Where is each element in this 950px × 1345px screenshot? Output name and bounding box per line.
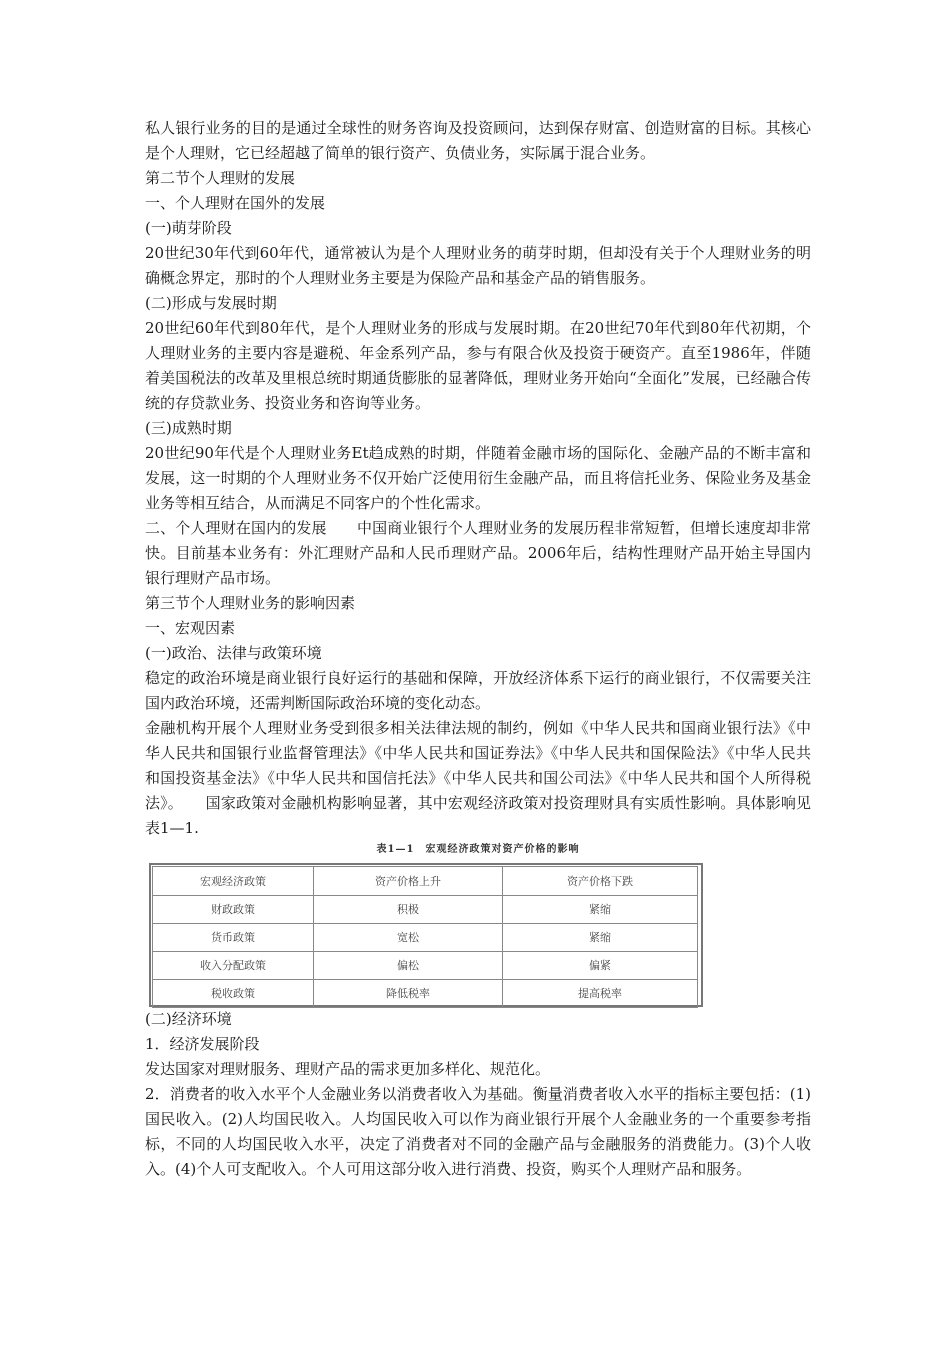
paragraph: 金融机构开展个人理财业务受到很多相关法律法规的制约，例如《中华人民共和国商业银行法》《中华人民共和国银行业监督管理法》《中华人民共和国证券法》《中华人民共和国保险法》《中华人民共和国投资基金法》《中华人民共和国信托法》《中华人民共和国公司法》《中华人民共和国个人所得税法》。 国家政策对金融机构影响显著，其中宏观经济政策对投资理财具有实质性影响。具体影响见表1—1. <box>145 719 811 837</box>
table-cell: 紧缩 <box>503 896 698 924</box>
table-header-cell: 宏观经济政策 <box>153 867 314 896</box>
table-cell: 紧缩 <box>503 924 698 952</box>
paragraph: 20世纪90年代是个人理财业务Et趋成熟的时期，伴随着金融市场的国际化、金融产品的不断丰富和发展，这一时期的个人理财业务不仅开始广泛使用衍生金融产品，而且将信托业务、保险业务及基金业务等相互结合，从而满足不同客户的个性化需求。 <box>145 444 811 512</box>
table-row <box>153 980 698 1008</box>
document-page <box>145 116 811 1182</box>
paragraph: 稳定的政治环境是商业银行良好运行的基础和保障，开放经济体系下运行的商业银行，不仅需要关注国内政治环境，还需判断国际政治环境的变化动态。 <box>145 669 811 712</box>
subsection-heading: 一、个人理财在国外的发展 <box>145 194 326 212</box>
subsection-heading: (二)形成与发展时期 <box>145 294 277 312</box>
paragraph: 20世纪30年代到60年代，通常被认为是个人理财业务的萌芽时期，但却没有关于个人理财业务的明确概念界定，那时的个人理财业务主要是为保险产品和基金产品的销售服务。 <box>145 244 811 287</box>
table-caption: 表1—1 宏观经济政策对资产价格的影响 <box>376 844 580 855</box>
paragraph: 发达国家对理财服务、理财产品的需求更加多样化、规范化。 <box>145 1060 551 1078</box>
table-cell: 货币政策 <box>153 924 314 952</box>
table-row <box>153 896 698 924</box>
table-row <box>153 952 698 980</box>
paragraph: 2．消费者的收入水平个人金融业务以消费者收入为基础。衡量消费者收入水平的指标主要包括：(1)国民收入。(2)人均国民收入。人均国民收入可以作为商业银行开展个人金融业务的一个重要参考指标，不同的人均国民收入水平，决定了消费者对不同的金融产品与金融服务的消费能力。(3)个人收入。(4)个人可支配收入。个人可用这部分收入进行消费、投资，购买个人理财产品和服务。 <box>145 1085 811 1178</box>
macro-policy-table <box>152 866 698 1008</box>
paragraph: 二、个人理财在国内的发展 中国商业银行个人理财业务的发展历程非常短暂，但增长速度却非常快。目前基本业务有：外汇理财产品和人民币理财产品。2006年后，结构性理财产品开始主导国内银行理财产品市场。 <box>145 519 811 587</box>
table-cell: 积极 <box>314 896 503 924</box>
macro-policy-table-container <box>149 863 703 1007</box>
table-header-cell: 资产价格上升 <box>314 867 503 896</box>
subsection-heading: (一)萌芽阶段 <box>145 219 232 237</box>
section-heading: 第三节个人理财业务的影响因素 <box>145 594 356 612</box>
table-header-row <box>153 867 698 896</box>
subsection-heading: (一)政治、法律与政策环境 <box>145 644 322 662</box>
table-header-cell: 资产价格下跌 <box>503 867 698 896</box>
table-cell: 提高税率 <box>503 980 698 1008</box>
table-cell: 偏紧 <box>503 952 698 980</box>
paragraph: 私人银行业务的目的是通过全球性的财务咨询及投资顾问，达到保存财富、创造财富的目标。其核心是个人理财，它已经超越了简单的银行资产、负债业务，实际属于混合业务。 <box>145 119 811 162</box>
table-cell: 宽松 <box>314 924 503 952</box>
table-cell: 降低税率 <box>314 980 503 1008</box>
paragraph: 20世纪60年代到80年代，是个人理财业务的形成与发展时期。在20世纪70年代到80年代初期，个人理财业务的主要内容是避税、年金系列产品，参与有限合伙及投资于硬资产。直至1986年，伴随着美国税法的改革及里根总统时期通货膨胀的显著降低，理财业务开始向“全面化”发展，已经融合传统的存贷款业务、投资业务和咨询等业务。 <box>145 319 811 412</box>
subsection-heading: (二)经济环境 <box>145 1010 232 1028</box>
subsection-heading: 一、宏观因素 <box>145 619 236 637</box>
table-cell: 财政政策 <box>153 896 314 924</box>
table-cell: 税收政策 <box>153 980 314 1008</box>
table-cell: 偏松 <box>314 952 503 980</box>
section-heading: 第二节个人理财的发展 <box>145 169 296 187</box>
subsection-heading: (三)成熟时期 <box>145 419 232 437</box>
table-cell: 收入分配政策 <box>153 952 314 980</box>
table-row <box>153 924 698 952</box>
subsection-heading: 1．经济发展阶段 <box>145 1035 260 1053</box>
